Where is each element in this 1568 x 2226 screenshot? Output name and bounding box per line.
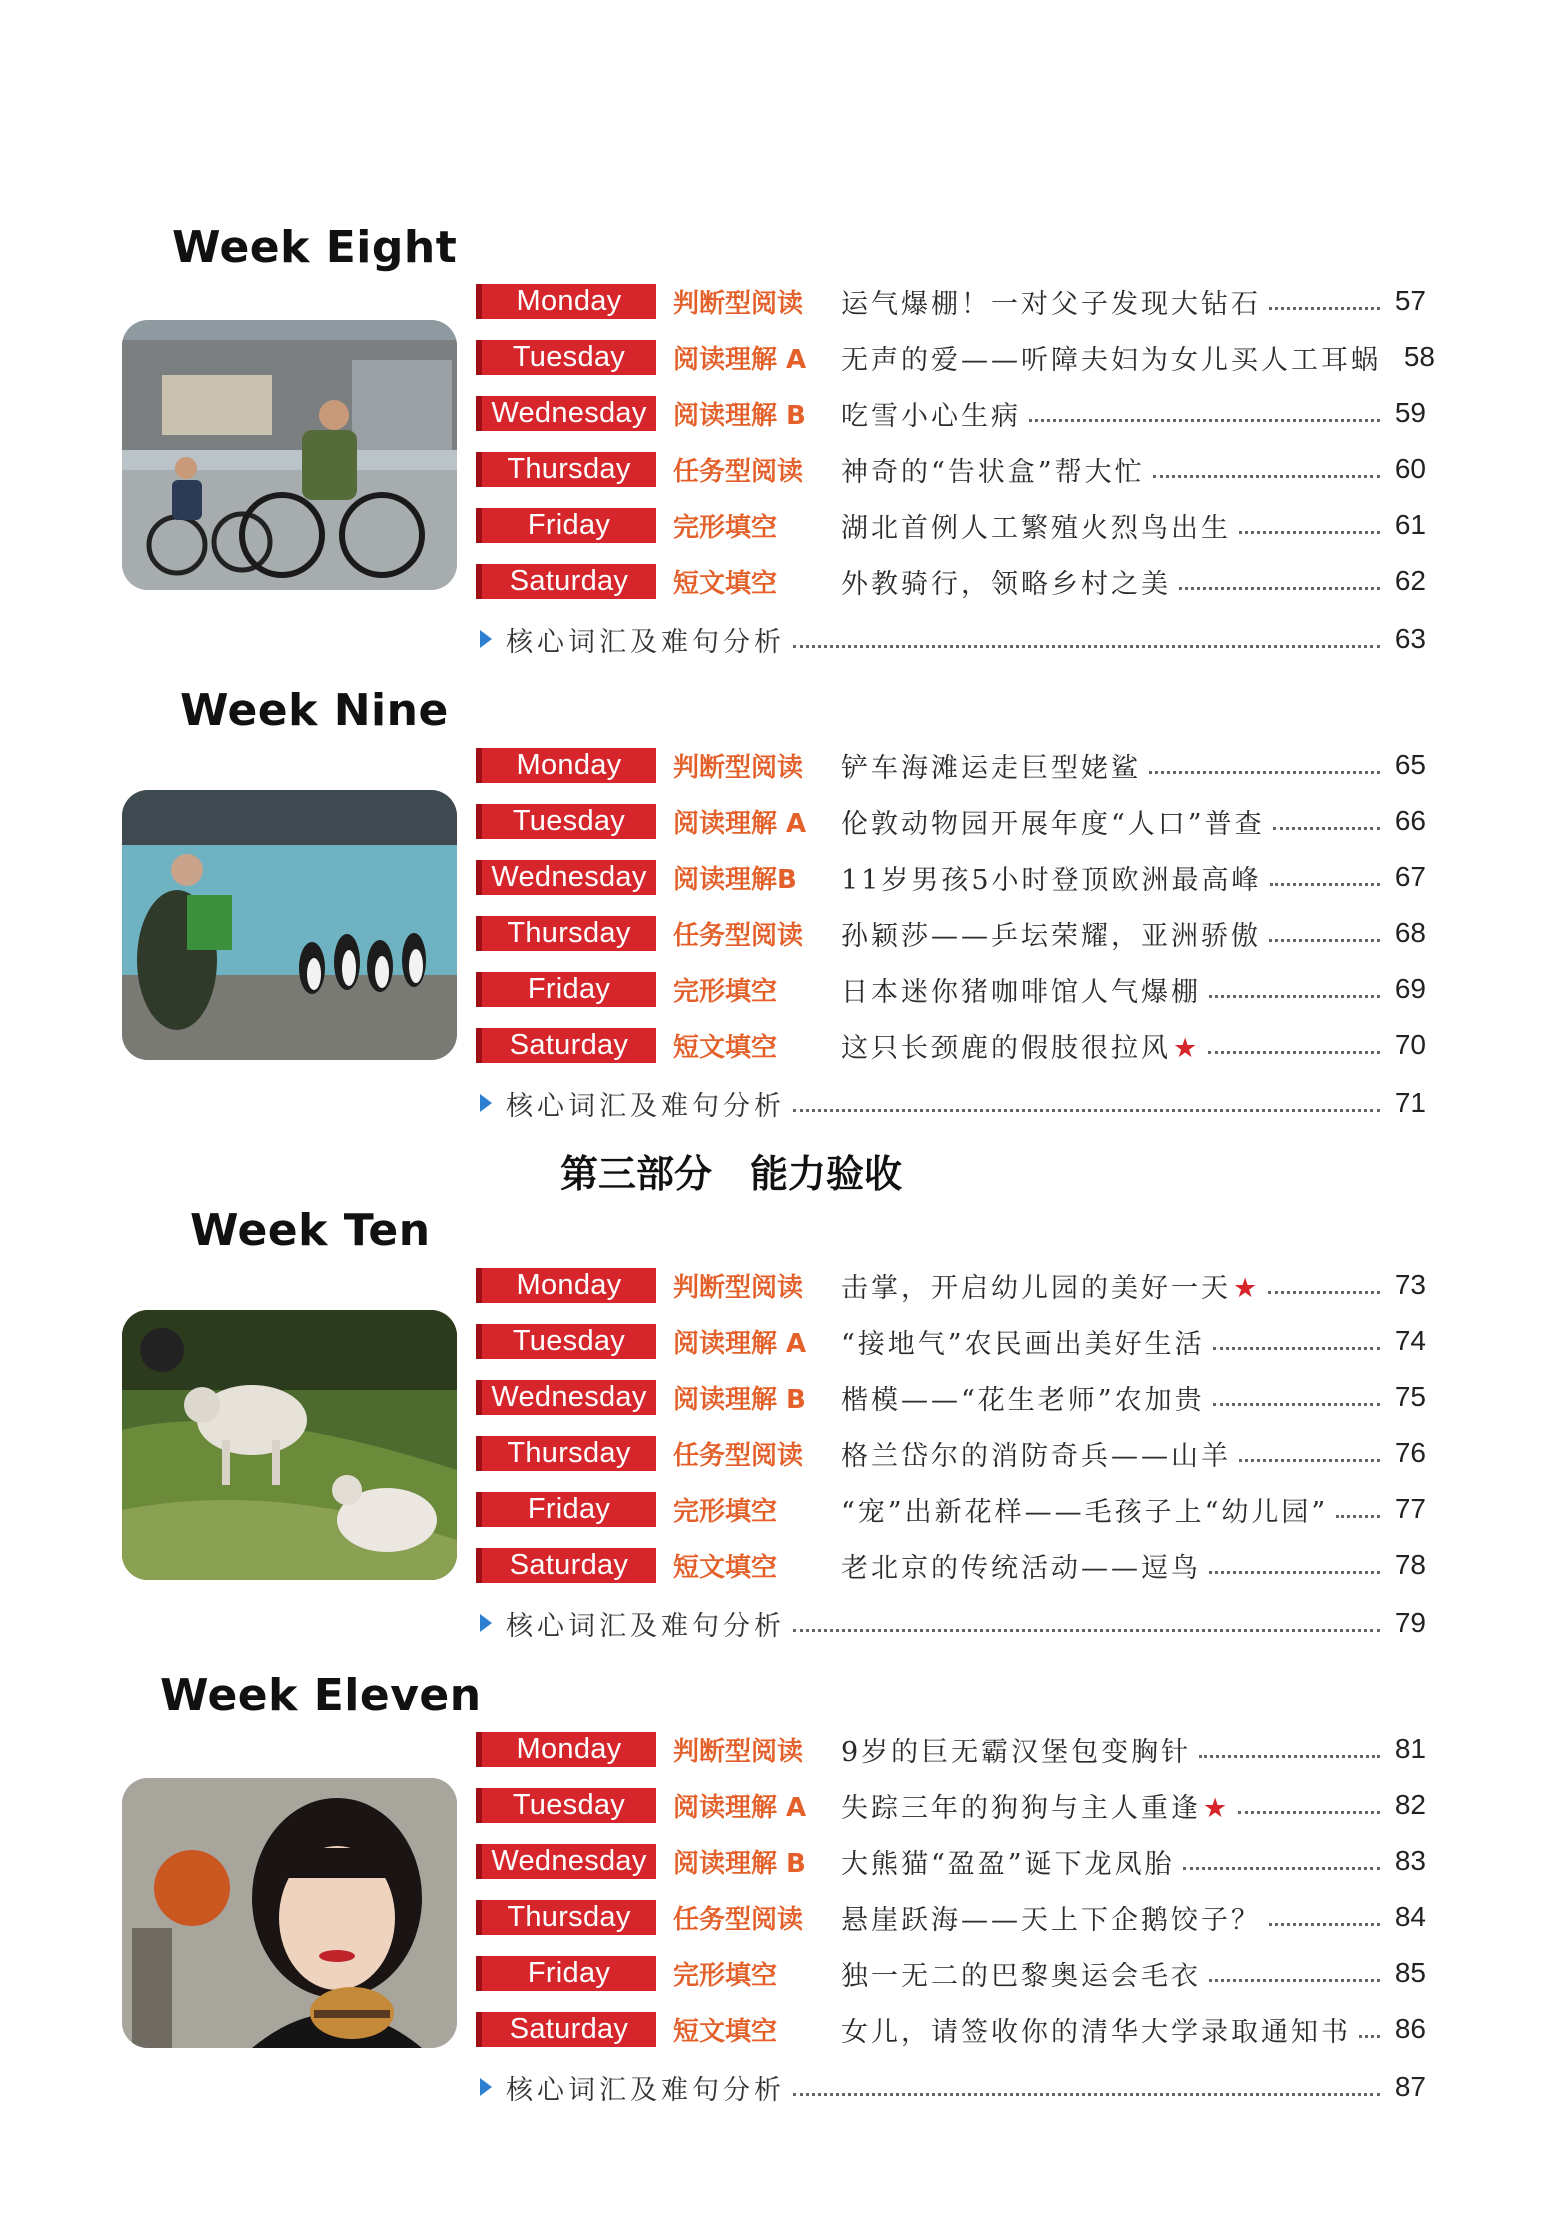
page-number: 65: [1394, 749, 1426, 780]
day-tag: Monday: [476, 284, 656, 319]
article-title: [841, 1954, 1201, 1993]
article-title: [841, 1842, 1175, 1881]
dot-leader: [1029, 419, 1380, 422]
article-title: [841, 914, 1261, 953]
toc-entry[interactable]: [476, 746, 1426, 784]
page-number: 81: [1394, 1733, 1426, 1764]
page-number: 77: [1394, 1493, 1426, 1524]
day-tag: Thursday: [476, 1436, 656, 1471]
day-tag: Saturday: [476, 1548, 656, 1583]
day-tag: Tuesday: [476, 1324, 656, 1359]
toc-entry[interactable]: [476, 2010, 1426, 2048]
triangle-marker-icon: [480, 630, 492, 648]
category-label: 判断型阅读: [673, 288, 804, 319]
article-title-text: 外教骑行，领略乡村之美: [841, 568, 1171, 600]
dot-leader: [1183, 1867, 1380, 1870]
day-tag: Tuesday: [476, 804, 656, 839]
category-label: 阅读理解 B: [673, 1384, 806, 1415]
dot-leader: [1213, 1403, 1380, 1406]
article-title: [841, 1026, 1200, 1065]
toc-entry[interactable]: [476, 802, 1426, 840]
dot-leader: [1336, 1515, 1380, 1518]
page-number: 74: [1394, 1325, 1426, 1356]
page-number: 66: [1394, 805, 1426, 836]
page-number: 57: [1394, 285, 1426, 316]
dot-leader: [1209, 1571, 1380, 1574]
category-label: 任务型阅读: [673, 456, 804, 487]
category-label: 短文填空: [673, 1552, 778, 1583]
article-title: [841, 450, 1145, 489]
article-title: [841, 394, 1021, 433]
day-tag: Tuesday: [476, 340, 656, 375]
week-photo: [122, 790, 457, 1060]
triangle-marker-icon: [480, 1094, 492, 1112]
category-label: 判断型阅读: [673, 1736, 804, 1767]
dot-leader: [1208, 1051, 1380, 1054]
dot-leader: [1273, 827, 1380, 830]
day-tag: Monday: [476, 1268, 656, 1303]
toc-entry[interactable]: [476, 562, 1426, 600]
category-label: 阅读理解B: [673, 864, 797, 895]
page-number: 75: [1394, 1381, 1426, 1412]
day-tag: Saturday: [476, 1028, 656, 1063]
toc-entry[interactable]: [476, 1954, 1426, 1992]
category-label: 阅读理解 B: [673, 1848, 806, 1879]
day-tag: Tuesday: [476, 1788, 656, 1823]
day-tag: Friday: [476, 508, 656, 543]
page-number: 70: [1394, 1029, 1426, 1060]
article-title-text: 这只长颈鹿的假肢很拉风: [841, 1032, 1171, 1064]
day-tag: Thursday: [476, 1900, 656, 1935]
article-title: [841, 338, 1381, 377]
category-label: 短文填空: [673, 2016, 778, 2047]
article-title: [841, 746, 1141, 785]
page-number: 58: [1403, 341, 1435, 372]
week-photo: [122, 1310, 457, 1580]
vocab-entry[interactable]: [476, 1084, 1426, 1122]
vocab-label: 核心词汇及难句分析: [506, 626, 785, 658]
vocab-label: 核心词汇及难句分析: [506, 1090, 785, 1122]
vocab-entry[interactable]: [476, 2068, 1426, 2106]
toc-entry[interactable]: [476, 1786, 1426, 1824]
page-number: 86: [1394, 2013, 1426, 2044]
week-title: Week Eleven: [160, 1670, 482, 1721]
category-label: 短文填空: [673, 1032, 778, 1063]
dot-leader: [1270, 883, 1380, 886]
page-number: 67: [1394, 861, 1426, 892]
vocab-entry[interactable]: [476, 1604, 1426, 1642]
page-number: 61: [1394, 509, 1426, 540]
triangle-marker-icon: [480, 1614, 492, 1632]
category-label: 阅读理解 A: [673, 808, 807, 839]
article-title-text: 格兰岱尔的消防奇兵——山羊: [841, 1440, 1231, 1472]
toc-entry[interactable]: [476, 394, 1426, 432]
toc-entry[interactable]: [476, 1026, 1426, 1064]
article-title: [841, 1490, 1328, 1529]
article-title-text: 孙颖莎——乒坛荣耀，亚洲骄傲: [841, 920, 1261, 952]
page-number: 78: [1394, 1549, 1426, 1580]
category-label: 短文填空: [673, 568, 778, 599]
category-label: 阅读理解 B: [673, 400, 806, 431]
page-number: 63: [1394, 623, 1426, 654]
page-number: 82: [1394, 1789, 1426, 1820]
page-number: 59: [1394, 397, 1426, 428]
page-number: 73: [1394, 1269, 1426, 1300]
photo-cyclists: [122, 320, 457, 590]
article-title-text: 运气爆棚！一对父子发现大钻石: [841, 288, 1261, 320]
page-number: 62: [1394, 565, 1426, 596]
page-number: 60: [1394, 453, 1426, 484]
category-label: 完形填空: [673, 1960, 778, 1991]
week-title: Week Eight: [172, 222, 458, 273]
article-title-text: 神奇的“告状盒”帮大忙: [841, 456, 1145, 488]
article-title: [841, 1898, 1261, 1937]
page-number: 87: [1394, 2071, 1426, 2102]
dot-leader: [1209, 995, 1380, 998]
category-label: 任务型阅读: [673, 1904, 804, 1935]
toc-entry[interactable]: [476, 338, 1435, 376]
category-label: 完形填空: [673, 1496, 778, 1527]
category-label: 判断型阅读: [673, 1272, 804, 1303]
star-icon: ★: [1173, 1032, 1201, 1064]
page-number: 68: [1394, 917, 1426, 948]
toc-entry[interactable]: [476, 1842, 1426, 1880]
article-title-text: “宠”出新花样——毛孩子上“幼儿园”: [841, 1496, 1329, 1528]
article-title-text: 伦敦动物园开展年度“人口”普查: [841, 808, 1265, 840]
toc-entry[interactable]: [476, 858, 1426, 896]
category-label: 阅读理解 A: [673, 344, 807, 375]
article-title: [841, 970, 1201, 1009]
article-title-text: 日本迷你猪咖啡馆人气爆棚: [841, 976, 1201, 1008]
category-label: 完形填空: [673, 976, 778, 1007]
category-label: 任务型阅读: [673, 1440, 804, 1471]
article-title-text: 楷模——“花生老师”农加贵: [841, 1384, 1205, 1416]
day-tag: Monday: [476, 748, 656, 783]
photo-penguins: [122, 790, 457, 1060]
vocab-label: 核心词汇及难句分析: [506, 1610, 785, 1642]
article-title-text: 9岁的巨无霸汉堡包变胸针: [841, 1736, 1192, 1768]
toc-entry[interactable]: [476, 1898, 1426, 1936]
article-title-text: 大熊猫“盈盈”诞下龙凤胎: [841, 1848, 1175, 1880]
day-tag: Friday: [476, 972, 656, 1007]
dot-leader: [1153, 475, 1380, 478]
dot-leader: [793, 1109, 1380, 1112]
star-icon: ★: [1203, 1792, 1231, 1824]
toc-entry[interactable]: [476, 1490, 1426, 1528]
day-tag: Wednesday: [476, 1844, 656, 1879]
page-number: 76: [1394, 1437, 1426, 1468]
toc-entry[interactable]: [476, 1434, 1426, 1472]
photo-goats: [122, 1310, 457, 1580]
dot-leader: [793, 2093, 1380, 2096]
article-title-text: 铲车海滩运走巨型姥鲨: [841, 752, 1141, 784]
dot-leader: [1213, 1347, 1380, 1350]
article-title-text: 老北京的传统活动——逗鸟: [841, 1552, 1201, 1584]
dot-leader: [1239, 1459, 1380, 1462]
day-tag: Saturday: [476, 2012, 656, 2047]
article-title-text: 女儿，请签收你的清华大学录取通知书: [841, 2016, 1351, 2048]
article-title: [841, 562, 1171, 601]
toc-entry[interactable]: [476, 1730, 1426, 1768]
category-label: 任务型阅读: [673, 920, 804, 951]
dot-leader: [1179, 587, 1380, 590]
article-title: [841, 1786, 1230, 1825]
page-number: 79: [1394, 1607, 1426, 1638]
dot-leader: [1149, 771, 1380, 774]
dot-leader: [1238, 1811, 1380, 1814]
category-label: 阅读理解 A: [673, 1328, 807, 1359]
vocab-entry[interactable]: [476, 620, 1426, 658]
dot-leader: [1268, 1291, 1380, 1294]
toc-entry[interactable]: [476, 1378, 1426, 1416]
page-number: 84: [1394, 1901, 1426, 1932]
article-title: [841, 1322, 1205, 1361]
week-title: Week Ten: [190, 1205, 431, 1256]
part-heading: 第三部分 能力验收: [560, 1152, 903, 1196]
article-title: [841, 1434, 1231, 1473]
day-tag: Friday: [476, 1492, 656, 1527]
article-title: [841, 858, 1262, 897]
star-icon: ★: [1233, 1272, 1261, 1304]
toc-entry[interactable]: [476, 914, 1426, 952]
page-number: 69: [1394, 973, 1426, 1004]
toc-entry[interactable]: [476, 450, 1426, 488]
article-title-text: 失踪三年的狗狗与主人重逢: [841, 1792, 1201, 1824]
dot-leader: [793, 645, 1380, 648]
article-title: [841, 506, 1231, 545]
article-title: [841, 1378, 1205, 1417]
article-title: [841, 1730, 1191, 1769]
article-title-text: 11岁男孩5小时登顶欧洲最高峰: [841, 864, 1262, 896]
week-title: Week Nine: [180, 685, 449, 736]
dot-leader: [793, 1629, 1380, 1632]
triangle-marker-icon: [480, 2078, 492, 2096]
article-title: [841, 2010, 1351, 2049]
dot-leader: [1359, 2035, 1380, 2038]
toc-entry[interactable]: [476, 1546, 1426, 1584]
day-tag: Saturday: [476, 564, 656, 599]
week-photo: [122, 320, 457, 590]
day-tag: Friday: [476, 1956, 656, 1991]
article-title: [841, 1266, 1260, 1305]
article-title-text: 吃雪小心生病: [841, 400, 1021, 432]
article-title-text: 湖北首例人工繁殖火烈鸟出生: [841, 512, 1231, 544]
page-number: 83: [1394, 1845, 1426, 1876]
toc-entry[interactable]: [476, 1266, 1426, 1304]
day-tag: Thursday: [476, 916, 656, 951]
page-number: 85: [1394, 1957, 1426, 1988]
article-title-text: 独一无二的巴黎奥运会毛衣: [841, 1960, 1201, 1992]
article-title: [841, 1546, 1201, 1585]
toc-entry[interactable]: [476, 1322, 1426, 1360]
dot-leader: [1239, 531, 1380, 534]
dot-leader: [1269, 1923, 1380, 1926]
toc-entry[interactable]: [476, 282, 1426, 320]
article-title-text: 击掌，开启幼儿园的美好一天: [841, 1272, 1231, 1304]
week-photo: [122, 1778, 457, 2048]
day-tag: Monday: [476, 1732, 656, 1767]
article-title: [841, 802, 1265, 841]
article-title-text: 无声的爱——听障夫妇为女儿买人工耳蜗: [841, 344, 1381, 376]
toc-entry[interactable]: [476, 970, 1426, 1008]
dot-leader: [1269, 939, 1380, 942]
category-label: 阅读理解 A: [673, 1792, 807, 1823]
article-title-text: “接地气”农民画出美好生活: [841, 1328, 1205, 1360]
toc-entry[interactable]: [476, 506, 1426, 544]
category-label: 判断型阅读: [673, 752, 804, 783]
article-title: [841, 282, 1261, 321]
dot-leader: [1209, 1979, 1380, 1982]
day-tag: Wednesday: [476, 1380, 656, 1415]
day-tag: Wednesday: [476, 396, 656, 431]
dot-leader: [1199, 1755, 1380, 1758]
photo-woman-hamburger: [122, 1778, 457, 2048]
day-tag: Wednesday: [476, 860, 656, 895]
article-title-text: 悬崖跃海——天上下企鹅饺子？: [841, 1904, 1261, 1936]
category-label: 完形填空: [673, 512, 778, 543]
day-tag: Thursday: [476, 452, 656, 487]
vocab-label: 核心词汇及难句分析: [506, 2074, 785, 2106]
dot-leader: [1269, 307, 1380, 310]
page-number: 71: [1394, 1087, 1426, 1118]
